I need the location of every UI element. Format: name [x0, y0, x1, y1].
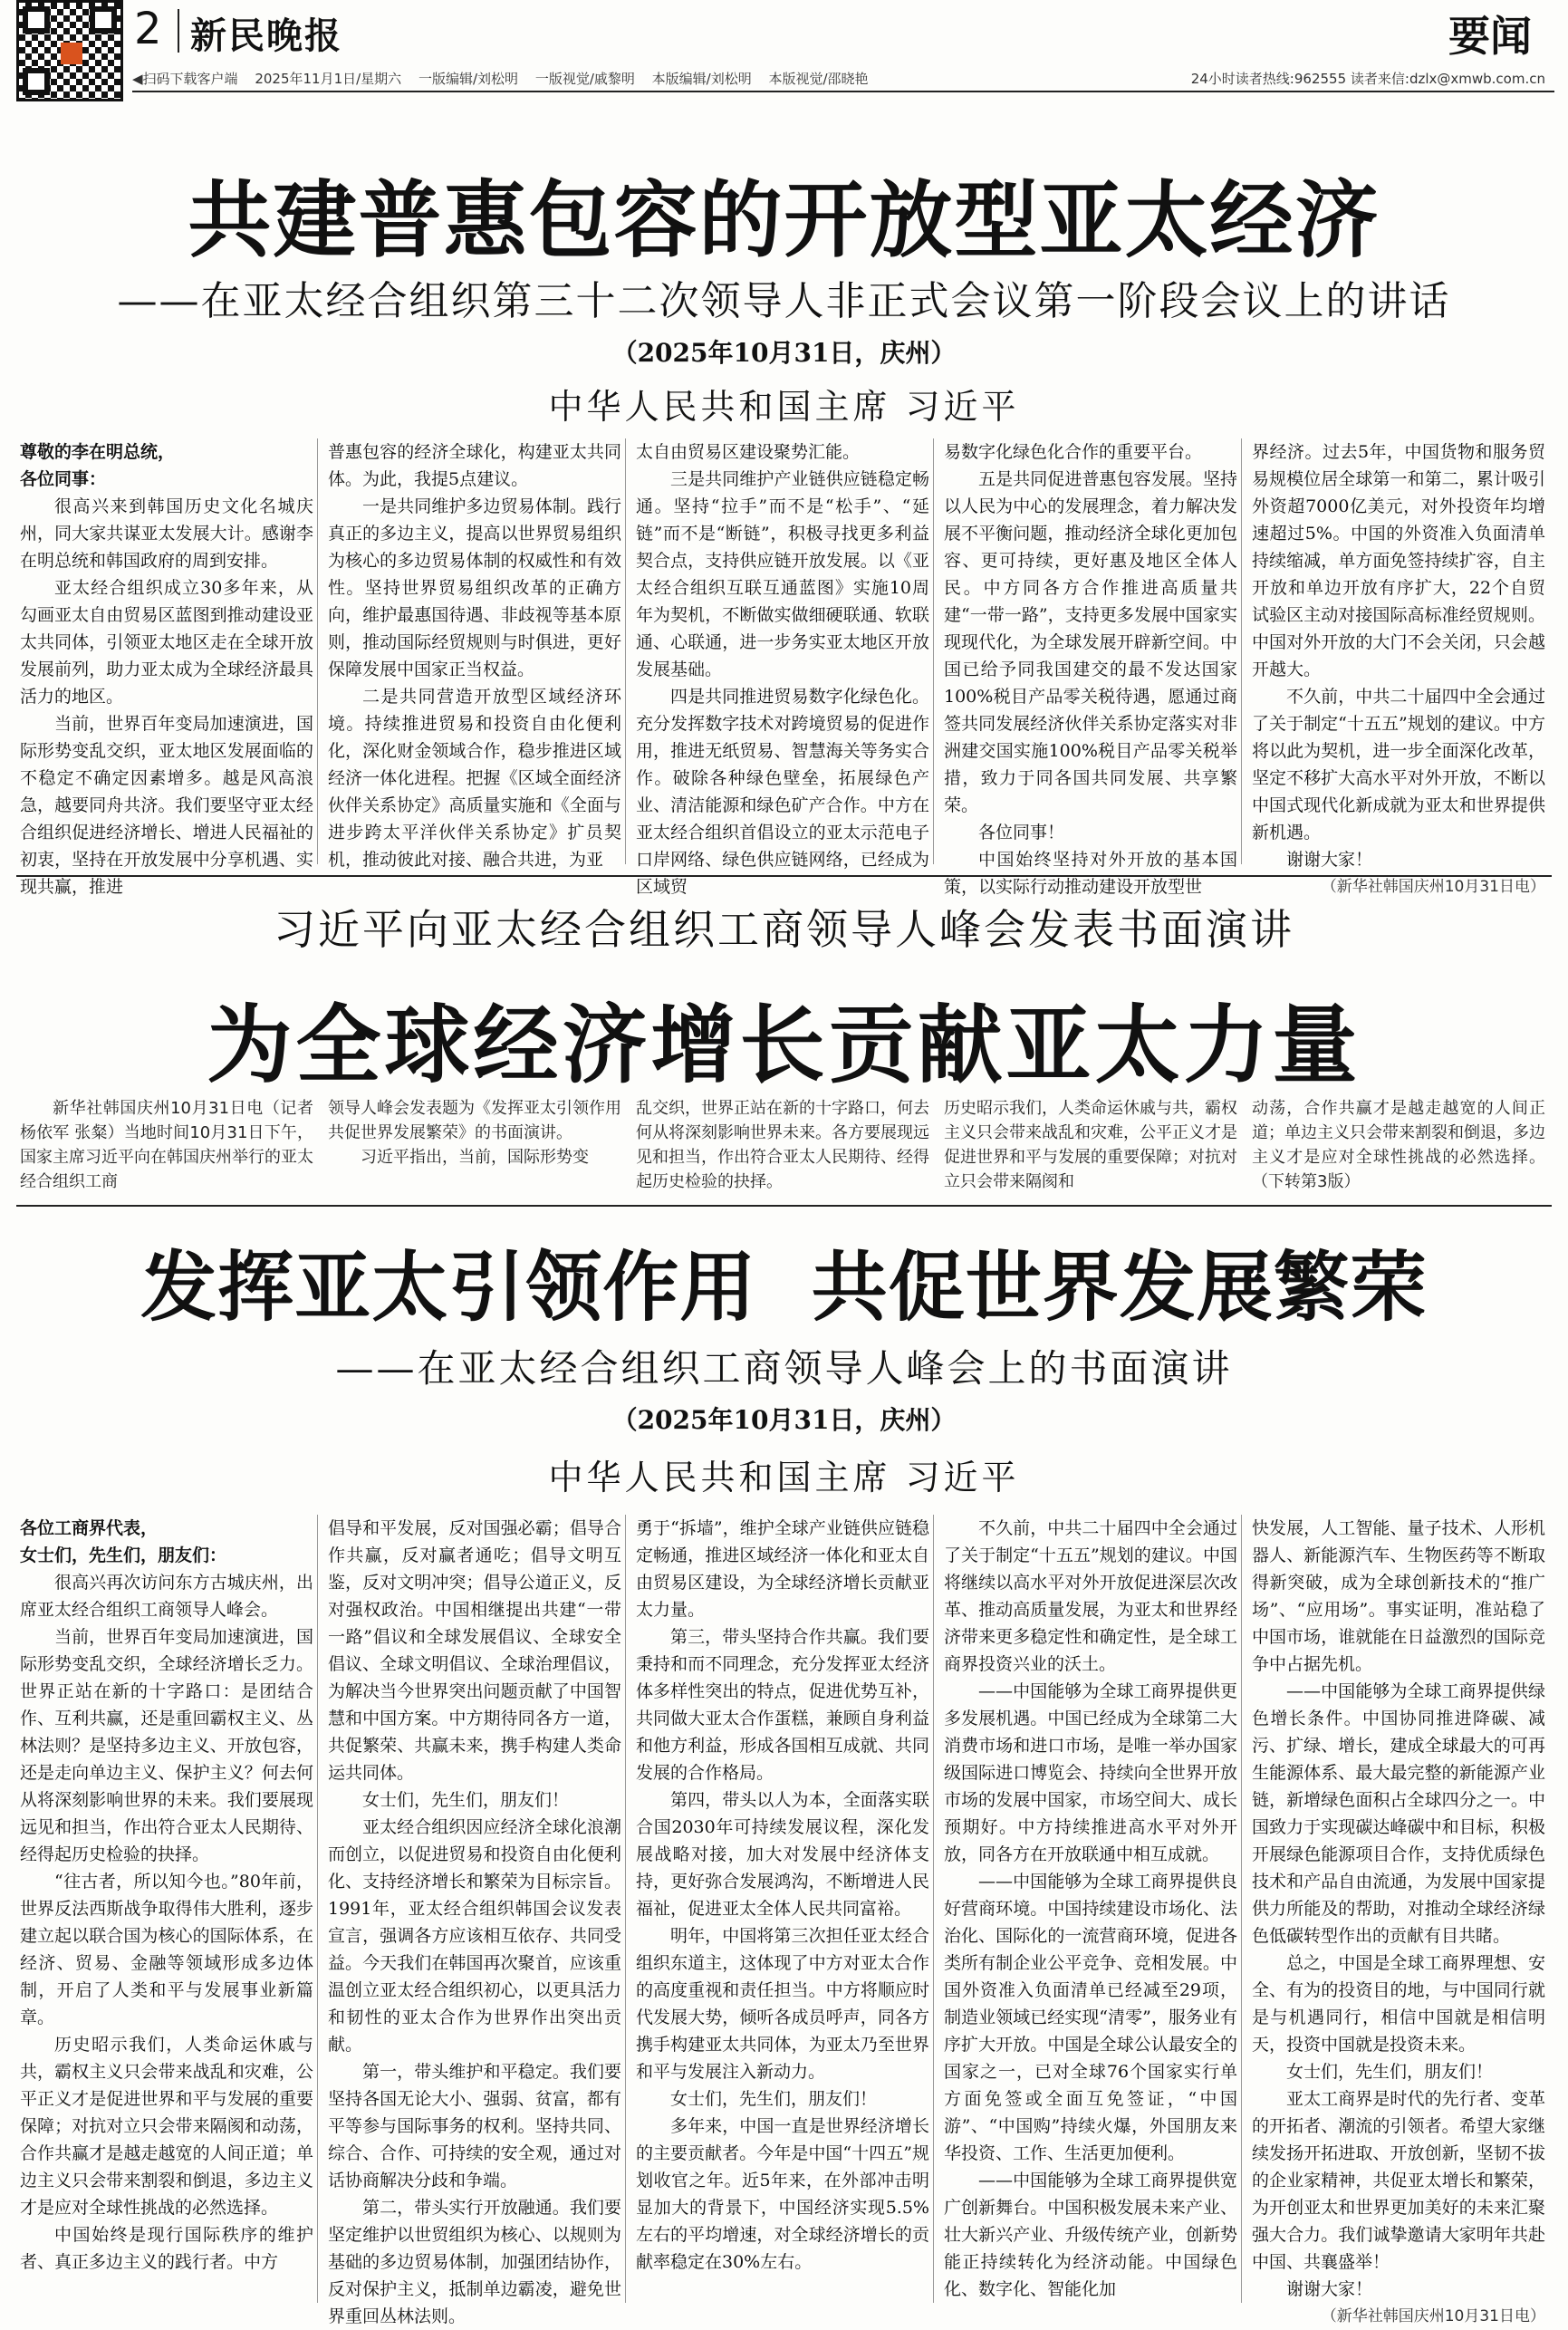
paragraph: 女士们，先生们，朋友们！	[362, 1790, 570, 1810]
column-divider	[1241, 1515, 1242, 2303]
paragraph: 二是共同营造开放型区域经济环境。持续推进贸易和投资自由化便利化，深化财金领域合作，稳步推进区域经济一体化进程。把握《区域全面经济伙伴关系协定》高质量实施和《全面与进步跨太平洋伙伴关系协定》扩员契机，推动彼此对接、融合共进，为亚	[328, 687, 621, 870]
paragraph: 太自由贸易区建设聚势汇能。	[636, 442, 861, 462]
text-column	[328, 1096, 621, 1198]
masthead-info-line	[132, 69, 1545, 88]
paragraph: 一是共同维护多边贸易体制。践行真正的多边主义，提高以世界贸易组织为核心的多边贸易体制的权威性和有效性。坚持世界贸易组织改革的正确方向，维护最惠国待遇、非歧视等基本原则，推动国际经贸规则与时俱进，更好保障发展中国家正当权益。	[328, 496, 621, 679]
editor-credit: 一版编辑/刘松明	[418, 71, 519, 87]
text-column	[944, 1515, 1237, 2303]
paragraph: 总之，中国是全球工商界理想、安全、有为的投资目的地，与中国同行就是与机遇同行，相信中国就是相信明天，投资中国就是投资未来。	[1252, 1953, 1545, 2055]
paragraph: 亚太经合组织因应经济全球化浪潮而创立，以促进贸易和投资自由化便利化、支持经济增长和繁荣为目标宗旨。1991年，亚太经合组织韩国会议发表宣言，强调各方应该相互依存、共同受益。今天我们在韩国再次聚首，应该重温创立亚太经合组织初心，以更具活力和韧性的亚太合作为世界作出突出贡献。	[328, 1817, 621, 2055]
column-divider	[625, 1515, 626, 2303]
paragraph: 很高兴再次访问东方古城庆州，出席亚太经合组织工商领导人峰会。	[20, 1573, 313, 1620]
headline-main: 共建普惠包容的开放型亚太经济	[188, 172, 1380, 269]
paragraph: ——中国能够为全球工商界提供宽广创新舞台。中国积极发展未来产业、壮大新兴产业、升级传统产业，创新势能正持续转化为经济动能。中国绿色化、数字化、智能化加	[944, 2171, 1237, 2299]
paragraph: 各位同事！	[978, 823, 1065, 842]
text-column	[328, 438, 621, 870]
masthead-rule	[132, 91, 1554, 92]
paragraph: 不久前，中共二十届四中全会通过了关于制定“十五五”规划的建议。中国将继续以高水平对外开放促进深层次改革、推动高质量发展，为亚太和世界经济带来更多稳定性和确定性，是全球工商界投资兴业的沃土。	[944, 1518, 1237, 1674]
column-divider	[933, 1515, 934, 2303]
column-divider	[317, 1515, 318, 2303]
text-column	[20, 1096, 313, 1198]
paragraph: 当前，世界百年变局加速演进，国际形势变乱交织，亚太地区发展面临的不稳定不确定因素增多。越是风高浪急，越要同舟共济。我们要坚守亚太经合组织促进经济增长、增进人民福祉的初衷，坚持在开放发展中分享机遇、实现共赢，推进	[20, 714, 313, 897]
paragraph: ——中国能够为全球工商界提供绿色增长条件。中国协同推进降碳、减污、扩绿、增长，建成全球最大的可再生能源体系、最大最完整的新能源产业链，新增绿色面积占全球四分之一。中国致力于实现碳达峰碳中和目标，积极开展绿色能源项目合作，支持优质绿色技术和产品自由流通，为发展中国家提供力所能及的帮助，对推动全球经济绿色低碳转型作出的贡献有目共睹。	[1252, 1681, 1545, 1946]
paragraph: ——中国能够为全球工商界提供良好营商环境。中国持续建设市场化、法治化、国际化的一流营商环境，促进各类所有制企业公平竞争、竞相发展。中国外资准入负面清单已经减至29项，制造业领域已经实现“清零”，服务业有序扩大开放。中国是全球公认最安全的国家之一，已对全球76个国家实行单方面免签或全面互免签证，“中国游”、“中国购”持续火爆，外国朋友来华投资、工作、生活更加便利。	[944, 1872, 1237, 2163]
byline: 中华人民共和国主席 习近平	[548, 1458, 1020, 1497]
source-credit: （新华社韩国庆州10月31日电）	[1321, 878, 1545, 896]
paper-name: 新民晚报	[190, 14, 342, 57]
paragraph: 第二，带头实行开放融通。我们要坚定维护以世贸组织为核心、以规则为基础的多边贸易体制，加强团结协作，反对保护主义，抵制单边霸凌，避免世界重回丛林法则。	[328, 2198, 621, 2326]
text-column	[636, 1096, 929, 1198]
paragraph: 勇于“拆墙”，维护全球产业链供应链稳定畅通，推进区域经济一体化和亚太自由贸易区建设，为全球经济增长贡献亚太力量。	[636, 1518, 929, 1620]
column-divider	[933, 438, 934, 864]
paragraph: 历史昭示我们，人类命运休戚与共，霸权主义只会带来战乱和灾难，公平正义才是促进世界和平与发展的重要保障；对抗对立只会带来隔阂和动荡，合作共赢才是越走越宽的人间正道；单边主义只会带来割裂和倒退，多边主义才是应对全球性挑战的必然选择。	[20, 2035, 313, 2218]
qr-code[interactable]	[16, 0, 123, 101]
issue-date: 2025年11月1日/星期六	[255, 71, 402, 87]
paragraph: 第一，带头维护和平稳定。我们要坚持各国无论大小、强弱、贫富，都有平等参与国际事务的权利。坚持共同、综合、合作、可持续的安全观，通过对话协商解决分歧和争端。	[328, 2062, 621, 2190]
editor-credit: 本版编辑/刘松明	[651, 71, 752, 87]
salutation: 尊敬的李在明总统，	[20, 442, 176, 462]
text-column	[328, 1515, 621, 2326]
column-divider	[625, 438, 626, 864]
paragraph: 倡导和平发展，反对国强必霸；倡导合作共赢，反对赢者通吃；倡导文明互鉴，反对文明冲突；倡导公道正义，反对强权政治。中国相继提出共建“一带一路”倡议和全球发展倡议、全球安全倡议、全球文明倡议、全球治理倡议，为解决当今世界突出问题贡献了中国智慧和中国方案。中方期待同各方一道，共促繁荣、共赢未来，携手构建人类命运共同体。	[328, 1518, 621, 1783]
paragraph: 明年，中国将第三次担任亚太经合组织东道主，这体现了中方对亚太合作的高度重视和责任担当。中方将顺应时代发展大势，倾听各成员呼声，同各方携手构建亚太共同体，为亚太乃至世界和平与发展注入新动力。	[636, 1926, 929, 2082]
paragraph: “往古者，所以知今也。”80年前，世界反法西斯战争取得伟大胜利，逐步建立起以联合国为核心的国际体系，在经济、贸易、金融等领域形成多边体制，开启了人类和平与发展事业新篇章。	[20, 1872, 313, 2027]
paragraph: 动荡，合作共赢才是越走越宽的人间正道；单边主义只会带来割裂和倒退，多边主义才是应对全球性挑战的必然选择。（下转第3版）	[1252, 1099, 1545, 1191]
section-rule	[16, 1205, 1552, 1207]
text-column	[944, 438, 1237, 897]
paragraph: 易数字化绿色化合作的重要平台。	[944, 442, 1203, 462]
paragraph: 中国始终坚持对外开放的基本国策，以实际行动推动建设开放型世	[944, 850, 1237, 897]
paragraph: ——中国能够为全球工商界提供更多发展机遇。中国已经成为全球第二大消费市场和进口市场，是唯一举办国家级国际进口博览会、持续向全世界开放市场的发展中国家，市场空间大、成长预期好。中方持续推进高水平对外开放，同各方在开放联通中相互成就。	[944, 1681, 1237, 1864]
paragraph: 乱交织，世界正站在新的十字路口，何去何从将深刻影响世界未来。各方要展现远见和担当，作出符合亚太人民期待、经得起历史检验的抉择。	[636, 1099, 929, 1191]
paragraph: 四是共同推进贸易数字化绿色化。充分发挥数字技术对跨境贸易的促进作用，推进无纸贸易、智慧海关等务实合作。破除各种绿色壁垒，拓展绿色产业、清洁能源和绿色矿产合作。中方在亚太经合组织首倡设立的亚太示范电子口岸网络、绿色供应链网络，已经成为区域贸	[636, 687, 929, 897]
masthead-divider	[178, 9, 179, 53]
text-column	[1252, 438, 1545, 896]
paragraph: 当前，世界百年变局加速演进，国际形势变乱交织，全球经济增长乏力。世界正站在新的十字路口：是团结合作、互利共赢，还是重回霸权主义、丛林法则？是坚持多边主义、开放包容，还是走向单边主义、保护主义？何去何从将深刻影响世界的未来。我们要展现远见和担当，作出符合亚太人民期待、经得起历史检验的抉择。	[20, 1627, 313, 1864]
paragraph: 亚太工商界是时代的先行者、变革的开拓者、潮流的引领者。希望大家继续发扬开拓进取、开放创新，坚韧不拔的企业家精神，共促亚太增长和繁荣，为开创亚太和世界更加美好的未来汇聚强大合力。我们诚挚邀请大家明年共赴中国、共襄盛举！	[1252, 2089, 1545, 2272]
byline: 中华人民共和国主席 习近平	[548, 387, 1020, 427]
kicker: 习近平向亚太经合组织工商领导人峰会发表书面演讲	[274, 905, 1294, 954]
paragraph: 快发展，人工智能、量子技术、人形机器人、新能源汽车、生物医药等不断取得新突破，成为全球创新技术的“推广场”、“应用场”。事实证明，准站稳了中国市场，谁就能在日益激烈的国际竞争中占据先机。	[1252, 1518, 1545, 1674]
subheadline: ——在亚太经合组织工商领导人峰会上的书面演讲	[335, 1346, 1233, 1391]
source-credit: （新华社韩国庆州10月31日电）	[1321, 2307, 1545, 2325]
paragraph: 不久前，中共二十届四中全会通过了关于制定“十五五”规划的建议。中方将以此为契机，进一步全面深化改革，坚定不移扩大高水平对外开放，不断以中国式现代化新成就为亚太和世界提供新机遇。	[1252, 687, 1545, 842]
paragraph: 第三，带头坚持合作共赢。我们要秉持和而不同理念，充分发挥亚太经济体多样性突出的特点，促进优势互补，共同做大亚太合作蛋糕，兼顾自身利益和他方利益，形成各国相互成就、共同发展的合作格局。	[636, 1627, 929, 1783]
paragraph: 很高兴来到韩国历史文化名城庆州，同大家共谋亚太发展大计。感谢李在明总统和韩国政府的周到安排。	[20, 496, 313, 571]
paragraph: 女士们，先生们，朋友们！	[670, 2089, 878, 2109]
paragraph: 新华社韩国庆州10月31日电（记者 杨依军 张粲）当地时间10月31日下午，国家主席习近平向在韩国庆州举行的亚太经合组织工商	[20, 1099, 313, 1191]
paragraph: 女士们，先生们，朋友们！	[1286, 2062, 1494, 2082]
text-column	[1252, 1515, 1545, 2325]
text-column	[20, 1515, 313, 2303]
paragraph: 谢谢大家！	[1286, 850, 1373, 870]
reader-hotline: 24小时读者热线:962555 读者来信:dzlx@xmwb.com.cn	[1190, 71, 1545, 87]
headline-third: 发挥亚太引领作用 共促世界发展繁荣	[140, 1243, 1428, 1332]
salutation: 女士们，先生们，朋友们：	[20, 1545, 227, 1565]
qr-note: ◀扫码下载客户端	[132, 71, 238, 87]
paragraph: 亚太经合组织成立30多年来，从勾画亚太自由贸易区蓝图到推动建设亚太共同体，引领亚太地区走在全球开放发展前列，助力亚太成为全球经济最具活力的地区。	[20, 578, 313, 707]
paragraph: 谢谢大家！	[1286, 2279, 1373, 2299]
paragraph: 中国始终是现行国际秩序的维护者、真正多边主义的践行者。中方	[20, 2225, 313, 2272]
editor-credit: 本版视觉/邵晓艳	[768, 71, 869, 87]
salutation: 各位同事：	[20, 469, 107, 489]
paragraph: 三是共同维护产业链供应链稳定畅通。坚持“拉手”而不是“松手”、“延链”而不是“断链”，积极寻找更多利益契合点，支持供应链开放发展。以《亚太经合组织互联互通蓝图》实施10周年为契机，不断做实做细硬联通、软联通、心联通，进一步务实亚太地区开放发展基础。	[636, 469, 929, 679]
paragraph: 领导人峰会发表题为《发挥亚太引领作用 共促世界发展繁荣》的书面演讲。	[328, 1099, 621, 1142]
dateline: （2025年10月31日，庆州）	[611, 338, 957, 368]
paragraph: 习近平指出，当前，国际形势变	[361, 1148, 589, 1167]
text-column	[636, 438, 929, 897]
paragraph: 历史昭示我们，人类命运休戚与共，霸权主义只会带来战乱和灾难，公平正义才是促进世界和平与发展的重要保障；对抗对立只会带来隔阂和	[944, 1099, 1237, 1191]
editor-credit: 一版视觉/戚黎明	[534, 71, 635, 87]
text-column	[20, 438, 313, 897]
text-column	[944, 1096, 1237, 1198]
paragraph: 界经济。过去5年，中国货物和服务贸易规模位居全球第一和第二，累计吸引外资超7000亿美元，对外投资年均增速超过5%。中国的外资准入负面清单持续缩减，单方面免签持续扩容，自主开放和单边开放有序扩大，22个自贸试验区主动对接国际高标准经贸规则。中国对外开放的大门不会关闭，只会越开越大。	[1252, 442, 1545, 679]
section-rule	[16, 875, 1552, 877]
salutation: 各位工商界代表，	[20, 1518, 159, 1538]
column-divider	[1241, 438, 1242, 864]
page-number: 2	[134, 4, 162, 54]
column-divider	[317, 438, 318, 864]
subheadline: ——在亚太经合组织第三十二次领导人非正式会议第一阶段会议上的讲话	[117, 278, 1451, 324]
headline-second: 为全球经济增长贡献亚太力量	[207, 997, 1361, 1095]
paragraph: 普惠包容的经济全球化，构建亚太共同体。为此，我提5点建议。	[328, 442, 621, 489]
section-title: 要闻	[1448, 12, 1532, 61]
paragraph: 五是共同促进普惠包容发展。坚持以人民为中心的发展理念，着力解决发展不平衡问题，推动经济全球化更加包容、更可持续，更好惠及地区全体人民。中方同各方合作推进高质量共建“一带一路”，支持更多发展中国家实现现代化，为全球发展开辟新空间。中国已给予同我国建交的最不发达国家100%税目产品零关税待遇，愿通过商签共同发展经济伙伴关系协定落实对非洲建交国实施100%税目产品零关税举措，致力于同各国共同发展、共享繁荣。	[944, 469, 1237, 815]
text-column	[636, 1515, 929, 2303]
paragraph: 多年来，中国一直是世界经济增长的主要贡献者。今年是中国“十四五”规划收官之年。近5年来，在外部冲击明显加大的背景下，中国经济实现5.5%左右的平均增速，对全球经济增长的贡献率稳定在30%左右。	[636, 2116, 929, 2272]
dateline: （2025年10月31日，庆州）	[611, 1405, 957, 1435]
paragraph: 第四，带头以人为本，全面落实联合国2030年可持续发展议程，深化发展战略对接，加大对发展中经济体支持，更好弥合发展鸿沟，不断增进人民福祉，促进亚太全体人民共同富裕。	[636, 1790, 929, 1919]
text-column	[1252, 1096, 1545, 1198]
